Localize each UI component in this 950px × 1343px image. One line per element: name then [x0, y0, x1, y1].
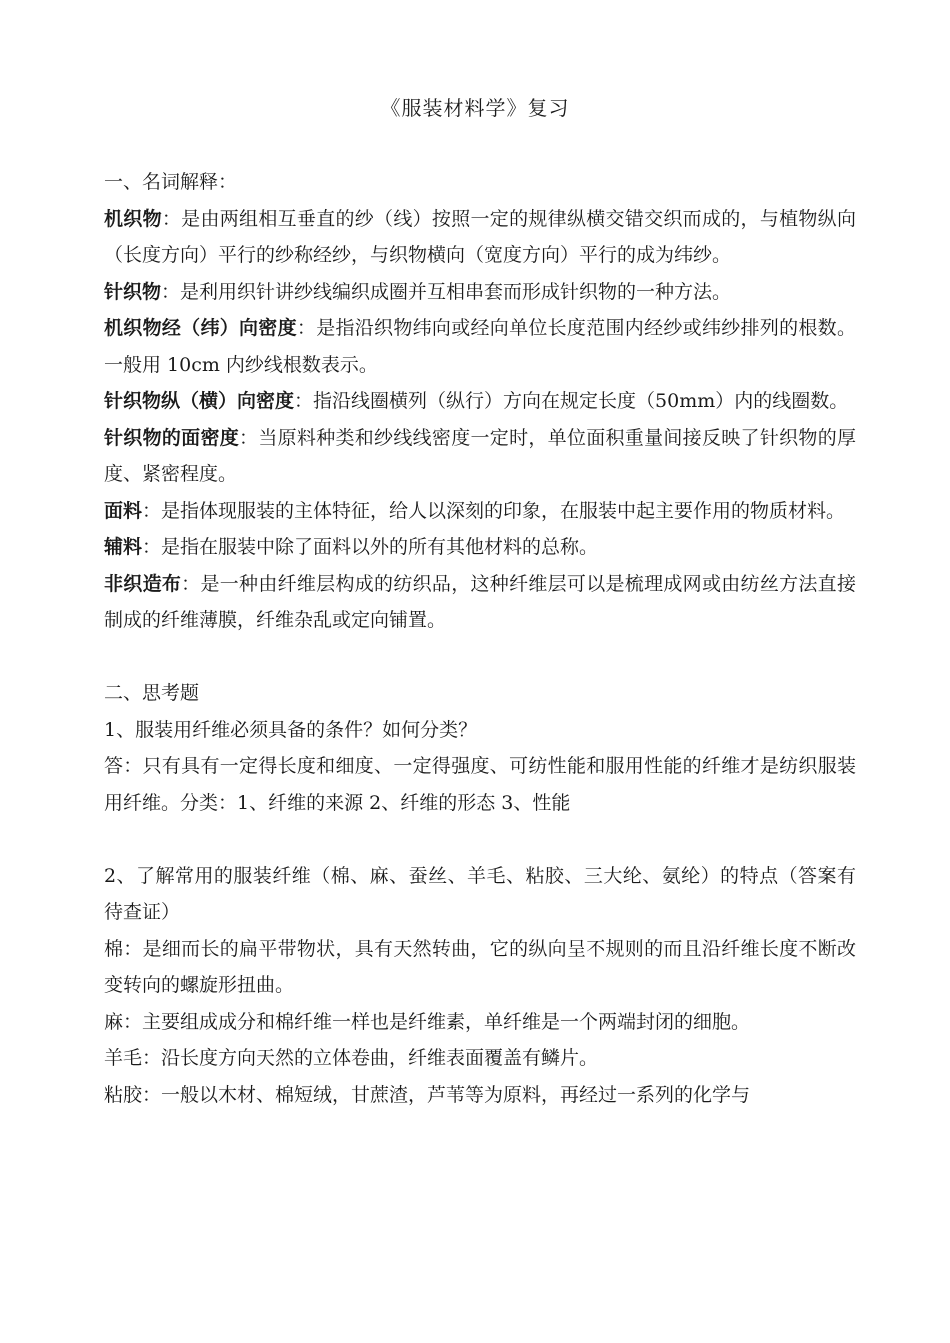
definition-paragraph: 面料：是指体现服装的主体特征，给人以深刻的印象，在服装中起主要作用的物质材料。 — [104, 499, 846, 522]
definition-term: 辅料 — [104, 536, 143, 558]
answer: 粘胶：一般以木材、棉短绒，甘蔗渣，芦苇等为原料，再经过一系列的化学与 — [104, 1083, 751, 1106]
definition-paragraph: 机织物：是由两组相互垂直的纱（线）按照一定的规律纵横交错交织而成的，与植物纵向（长度方向）平行的纱称经纱，与织物横向（宽度方向）平行的成为纬纱。 — [104, 207, 856, 266]
definition-term: 机织物经（纬）向密度 — [104, 317, 297, 339]
definition-term: 针织物纵（横）向密度 — [104, 390, 295, 412]
definition-paragraph: 机织物经（纬）向密度：是指沿织物纬向或经向单位长度范围内经纱或纬纱排列的根数。一般用 10cm 内纱线根数表示。 — [104, 317, 856, 376]
definition-text: 是由两组相互垂直的纱（线）按照一定的规律纵横交错交织而成的，与植物纵向（长度方向）平行的纱称经纱，与织物横向（宽度方向）平行的成为纬纱。 — [104, 207, 856, 266]
question: 2、了解常用的服装纤维（棉、麻、蚕丝、羊毛、粘胶、三大纶、氨纶）的特点（答案有待查证） — [104, 864, 856, 923]
definition-text: 是指在服装中除了面料以外的所有其他材料的总称。 — [161, 536, 599, 558]
answer: 棉：是细而长的扁平带物状，具有天然转曲，它的纵向呈不规则的而且沿纤维长度不断改变转向的螺旋形扭曲。 — [104, 937, 856, 996]
definition-text: 是一种由纤维层构成的纺织品，这种纤维层可以是梳理成网或由纺丝方法直接制成的纤维薄膜，纤维杂乱或定向铺置。 — [104, 572, 856, 631]
spacer — [104, 821, 856, 858]
document-body — [104, 164, 856, 1113]
answer: 羊毛：沿长度方向天然的立体卷曲，纤维表面覆盖有鳞片。 — [104, 1047, 599, 1069]
answer: 答：只有具有一定得长度和细度、一定得强度、可纺性能和服用性能的纤维才是纺织服装用纤维。分类：1、纤维的来源 2、纤维的形态 3、性能 — [104, 755, 856, 814]
page-title: 《服装材料学》复习 — [380, 96, 570, 120]
definition-term: 针织物 — [104, 280, 162, 303]
definition-text: 是指沿织物纬向或经向单位长度范围内经纱或纬纱排列的根数。一般用 10cm 内纱线根数表示。 — [104, 317, 856, 376]
definition-term: 非织造布 — [104, 572, 182, 595]
answer: 麻：主要组成成分和棉纤维一样也是纤维素，单纤维是一个两端封闭的细胞。 — [104, 1010, 751, 1033]
question: 1、服装用纤维必须具备的条件？如何分类？ — [104, 718, 478, 741]
definition-paragraph: 针织物纵（横）向密度：指沿线圈横列（纵行）方向在规定长度（50mm）内的线圈数。 — [104, 390, 849, 412]
section-heading: 二、思考题 — [104, 682, 200, 704]
definition-paragraph: 针织物：是利用织针讲纱线编织成圈并互相串套而形成针织物的一种方法。 — [104, 280, 732, 303]
definition-text: 当原料种类和纱线线密度一定时，单位面积重量间接反映了针织物的厚度、紧密程度。 — [104, 426, 856, 485]
definition-paragraph: 辅料：是指在服装中除了面料以外的所有其他材料的总称。 — [104, 536, 599, 558]
definition-term: 机织物 — [104, 207, 162, 230]
section-heading: 一、名词解释： — [104, 171, 238, 193]
definition-text: 指沿线圈横列（纵行）方向在规定长度（50mm）内的线圈数。 — [313, 390, 849, 412]
definition-paragraph: 针织物的面密度：当原料种类和纱线线密度一定时，单位面积重量间接反映了针织物的厚度、紧密程度。 — [104, 426, 856, 485]
definition-paragraph: 非织造布：是一种由纤维层构成的纺织品，这种纤维层可以是梳理成网或由纺丝方法直接制成的纤维薄膜，纤维杂乱或定向铺置。 — [104, 572, 856, 631]
definition-text: 是利用织针讲纱线编织成圈并互相串套而形成针织物的一种方法。 — [180, 280, 732, 303]
definition-text: 是指体现服装的主体特征，给人以深刻的印象，在服装中起主要作用的物质材料。 — [161, 499, 846, 522]
spacer — [104, 639, 856, 676]
definition-term: 针织物的面密度 — [104, 426, 240, 449]
definition-term: 面料 — [104, 499, 143, 522]
